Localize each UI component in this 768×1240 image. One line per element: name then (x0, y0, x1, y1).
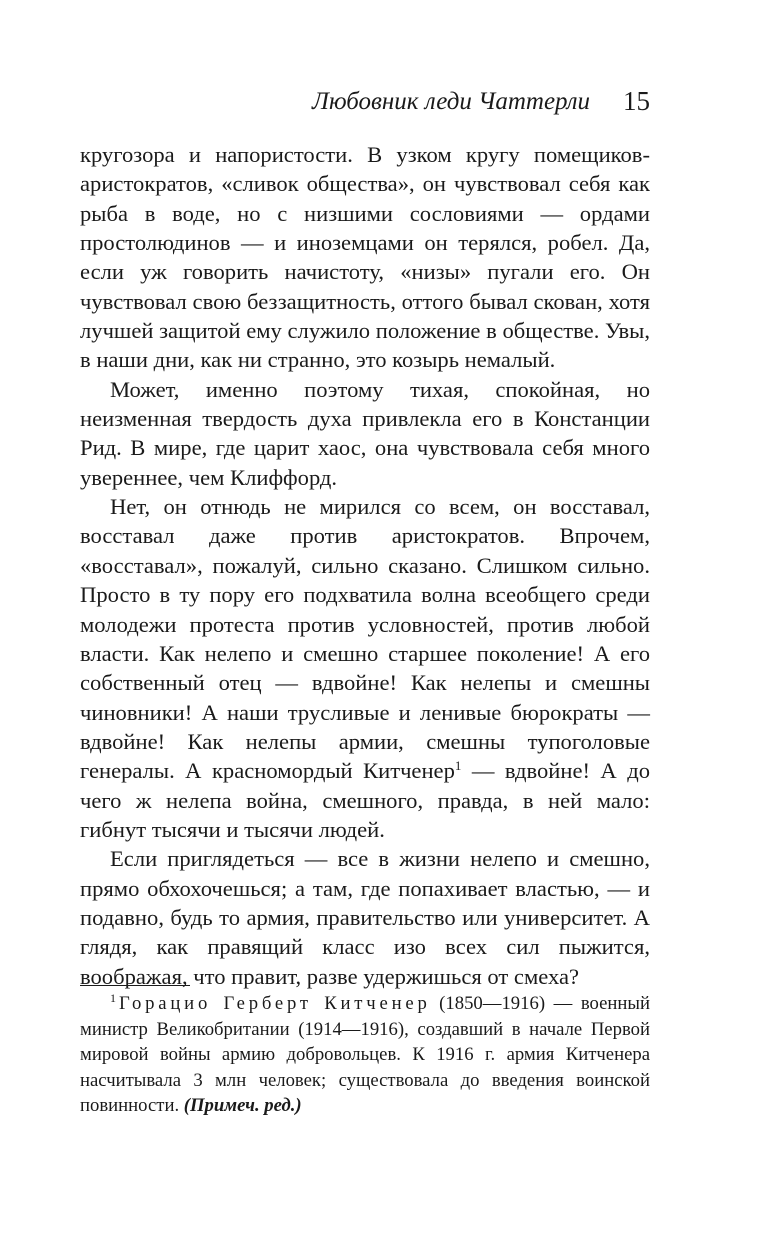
footnote (80, 991, 650, 1119)
paragraph: кругозора и напористости. В узком кругу помещиков-аристократов, «сливок общества», он чувствовал себя как рыба в воде, но с низшими сословиями — ордами простолюдинов — и иноземцами он терялся, робел. Да, если уж говорить начистоту, «низы» пугали его. Он чувствовал свою беззащитность, оттого бывал скован, хотя лучшей защитой ему служило положение в обществе. Увы, в наши дни, как ни странно, это козырь немалый. (80, 142, 650, 373)
footnote-text: (1850—1916) — военный министр Великобритании (1914—1916), создавший в начале Первой мировой войны армию добровольцев. К 1916 г. армия Китченера насчитывала 3 млн человек; существовала до введения воинской повинности. (80, 993, 650, 1116)
main-text (80, 140, 650, 991)
paragraph: Может, именно поэтому тихая, спокойная, но неизменная твердость духа привлекла его в Констанции Рид. В мире, где царит хаос, она чувствовала себя много увереннее, чем Клиффорд. (80, 376, 650, 490)
paragraph-text: — вдвойне! А до чего ж нелепа война, смешного, правда, в ней мало: гибнут тысячи и тысячи людей. (80, 758, 650, 842)
paragraph: Если приглядеться — все в жизни нелепо и смешно, прямо обхохочешься; а там, где попахивает властью, — и подавно, будь то армия, правительство или университет. А глядя, как правящий класс изо всех сил пыжится, воображая, что правит, разве удержишься от смеха? (80, 846, 650, 989)
paragraph-text: Нет, он отнюдь не мирился со всем, он восставал, восставал даже против аристократов. Впрочем, «восставал», пожалуй, сильно сказано. Слишком сильно. Просто в ту пору его подхватила волна всеобщего среди молодежи протеста против условностей, против любой власти. Как нелепо и смешно старшее поколение! А его собственный отец — вдвойне! Как нелепы и смешны чиновники! А наши трусливые и ленивые бюрократы — вдвойне! Как нелепы армии, смешны тупоголовые генералы. А красномордый Китченер (80, 494, 650, 784)
page-header (80, 86, 650, 122)
footnote-divider (80, 985, 190, 986)
running-title: Любовник леди Чаттерли (312, 88, 590, 115)
paragraph (80, 492, 650, 844)
footnote-reference: 1 (454, 758, 462, 774)
footnote-marker: 1 (110, 991, 116, 1005)
editor-note: (Примеч. ред.) (183, 1095, 302, 1116)
footnote-name: Горацио Герберт Китченер (119, 993, 431, 1014)
page-number: 15 (623, 86, 650, 116)
